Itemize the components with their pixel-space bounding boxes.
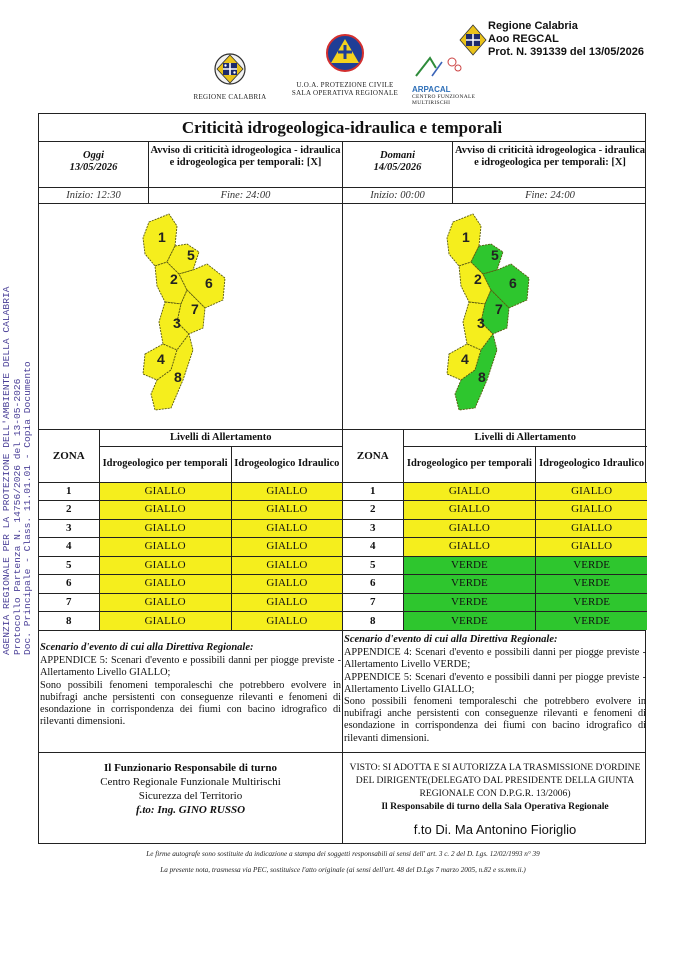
protocol-number: Prot. N. 391339 del 13/05/2026 (488, 46, 644, 58)
arpacal-brand: ARPACAL (412, 85, 451, 94)
tomorrow-map-panel (343, 204, 647, 429)
zone-row (343, 612, 647, 631)
zone-number: 1 (343, 482, 403, 501)
zone-row (39, 501, 342, 520)
regione-calabria-logo (190, 52, 270, 101)
level-temporali: GIALLO (403, 538, 536, 557)
tables-row (39, 430, 645, 631)
zone-row (39, 593, 342, 612)
map-zone-label: 6 (509, 275, 517, 291)
signature-line: VISTO: SI ADOTTA E SI AUTORIZZA LA TRASMISSIONE D'ORDINE (349, 762, 641, 773)
level-idraulico: GIALLO (231, 575, 342, 594)
tomorrow-end: Fine: 24:00 (525, 190, 575, 201)
level-temporali: GIALLO (403, 519, 536, 538)
protocol-line: Regione Calabria (488, 20, 578, 32)
level-idraulico: VERDE (536, 612, 647, 631)
level-idraulico: GIALLO (231, 482, 342, 501)
zone-row (39, 482, 342, 501)
level-temporali: VERDE (403, 556, 536, 575)
zone-number: 5 (343, 556, 403, 575)
tomorrow-table-body (343, 482, 647, 630)
scenario-heading: Scenario d'evento di cui alla Direttiva Regionale: (344, 634, 558, 645)
tomorrow-notice: Avviso di criticità idrogeologica - idraulica e idrogeologica per temporali: [X] (454, 145, 646, 168)
map-zone-label: 1 (158, 229, 166, 245)
zone-number: 6 (343, 575, 403, 594)
level-temporali: VERDE (403, 593, 536, 612)
zone-row (39, 575, 342, 594)
side-text-line: AGENZIA REGIONALE PER LA PROTEZIONE DELL'AMBIENTE DELLA CALABRIA (1, 286, 12, 655)
tomorrow-label: Domani (379, 150, 415, 161)
col2-header: Idrogeologico Idraulico (231, 446, 342, 482)
level-temporali: GIALLO (403, 482, 536, 501)
maps-row (39, 204, 645, 430)
level-idraulico: VERDE (536, 556, 647, 575)
signature-name: f.to: Ing. GINO RUSSO (135, 804, 246, 816)
level-temporali: GIALLO (403, 501, 536, 520)
map-zone-label: 5 (491, 247, 499, 263)
today-map-panel (39, 204, 343, 429)
level-idraulico: GIALLO (231, 538, 342, 557)
footer-note: La presente nota, trasmessa via PEC, sostituisce l'atto originale (ai sensi dell'art. 48 del D.Lgs 7 marzo 2005, n.82 e ss.mm.ii.) (160, 866, 526, 874)
signature-line: Centro Regionale Funzionale Multirischi (100, 776, 281, 788)
arpacal-emblem-icon (412, 52, 462, 80)
zone-number: 8 (343, 612, 403, 631)
zone-row (39, 538, 342, 557)
zone-number: 2 (343, 501, 403, 520)
signature-line: REGIONALE CON D.P.G.R. 13/2006) (419, 788, 571, 799)
today-scenario (39, 631, 343, 752)
bulletin-title: Criticità idrogeologica-idraulica e temporali (39, 114, 645, 142)
logo-caption: U.O.A. PROTEZIONE CIVILE (296, 81, 394, 89)
zone-number: 4 (39, 538, 99, 557)
today-zone-map (39, 204, 343, 430)
level-idraulico: VERDE (536, 593, 647, 612)
levels-header: Livelli di Allertamento (99, 430, 342, 446)
map-zone-label: 2 (474, 271, 482, 287)
protocol-stamp (488, 20, 644, 59)
tomorrow-alert-table (343, 430, 647, 630)
map-zone-label: 5 (187, 247, 195, 263)
today-table-panel (39, 430, 343, 630)
level-idraulico: GIALLO (231, 519, 342, 538)
zone-row (39, 556, 342, 575)
signature-line: Sicurezza del Territorio (138, 790, 243, 802)
level-idraulico: GIALLO (536, 519, 647, 538)
level-idraulico: GIALLO (231, 612, 342, 631)
map-zone-label: 4 (157, 351, 165, 367)
today-alert-table (39, 430, 342, 630)
zona-header: ZONA (39, 430, 99, 482)
zona-header: ZONA (343, 430, 403, 482)
zone-number: 8 (39, 612, 99, 631)
date-info-row (39, 142, 645, 188)
logo-caption: SALA OPERATIVA REGIONALE (291, 89, 399, 97)
signature-role: Il Funzionario Responsabile di turno (104, 762, 277, 774)
level-idraulico: GIALLO (536, 482, 647, 501)
region-outline (143, 214, 225, 410)
scenario-paragraph: APPENDICE 5: Scenari d'evento e possibili danni per piogge previste - Allertamento Livello GIALLO; (344, 671, 646, 695)
scenario-row (39, 631, 645, 753)
zone-number: 5 (39, 556, 99, 575)
map-zone-label: 1 (462, 229, 470, 245)
scenario-paragraph: APPENDICE 5: Scenari d'evento e possibili danni per piogge previste - Allertamento Livello GIALLO; (40, 655, 341, 679)
level-temporali: GIALLO (99, 593, 231, 612)
zone-number: 7 (343, 593, 403, 612)
map-zone-label: 4 (461, 351, 469, 367)
today-start: Inizio: 12:30 (39, 188, 149, 203)
today-date-cell (39, 142, 149, 187)
map-zone-label: 8 (478, 369, 486, 385)
right-signature (343, 753, 647, 843)
side-protocol-text (1, 286, 34, 655)
today-date: 13/05/2026 (69, 162, 118, 173)
map-zone-label: 7 (191, 301, 199, 317)
today-end: Fine: 24:00 (149, 188, 343, 203)
map-zone-label: 6 (205, 275, 213, 291)
col1-header: Idrogeologico per temporali (403, 446, 536, 482)
level-idraulico: GIALLO (536, 501, 647, 520)
map-zone-label: 3 (477, 315, 485, 331)
regione-calabria-emblem-icon (213, 52, 247, 86)
levels-header: Livelli di Allertamento (403, 430, 647, 446)
zone-number: 7 (39, 593, 99, 612)
tomorrow-start: Inizio: 00:00 (343, 188, 453, 203)
col1-header: Idrogeologico per temporali (99, 446, 231, 482)
signature-row (39, 753, 645, 843)
signature-role: Il Responsabile di turno della Sala Operativa Regionale (381, 801, 609, 812)
level-idraulico: GIALLO (231, 501, 342, 520)
zone-row (343, 556, 647, 575)
side-text-line: Doc. Principale - Class. 11.01.01 - Copia Documento (22, 361, 33, 655)
logo-caption: REGIONE CALABRIA (193, 93, 267, 101)
tomorrow-zone-map (343, 204, 647, 430)
col2-header: Idrogeologico Idraulico (536, 446, 647, 482)
level-temporali: VERDE (403, 575, 536, 594)
level-idraulico: VERDE (536, 575, 647, 594)
level-temporali: GIALLO (99, 538, 231, 557)
scenario-heading: Scenario d'evento di cui alla Direttiva Regionale: (40, 642, 254, 653)
arpacal-logo (412, 52, 502, 106)
today-label: Oggi (83, 150, 104, 161)
zone-row (343, 519, 647, 538)
map-zone-label: 3 (173, 315, 181, 331)
footer-note: Le firme autografe sono sostituite da indicazione a stampa dei soggetti responsabili ai sensi dell' art. 3 c. 2 del D. Lgs. 12/02/1993 n° 39 (146, 850, 540, 858)
tomorrow-date-cell (343, 142, 453, 187)
map-zone-label: 8 (174, 369, 182, 385)
zone-number: 4 (343, 538, 403, 557)
zone-row (39, 519, 342, 538)
zone-number: 6 (39, 575, 99, 594)
map-zone-label: 2 (170, 271, 178, 287)
map-zone-label: 7 (495, 301, 503, 317)
region-outline (447, 214, 529, 410)
logo-caption: CENTRO FUNZIONALE MULTIRISCHI (412, 94, 476, 106)
today-notice: Avviso di criticità idrogeologica - idraulica e idrogeologica per temporali: [X] (149, 142, 343, 187)
today-table-body (39, 482, 342, 630)
scenario-paragraph: Sono possibili fenomeni temporaleschi che potrebbero evolvere in nubifragi anche persistenti con conseguenze rilevanti e fenomeni di esondazione in corrispondenza dei fiumi con bacino idrografico di rilevanti dimensioni. (344, 696, 646, 744)
level-temporali: GIALLO (99, 556, 231, 575)
protocol-line: Aoo REGCAL (488, 33, 559, 45)
scenario-paragraph: APPENDICE 4: Scenari d'evento e possibili danni per piogge previste - Allertamento Livello VERDE; (344, 647, 646, 671)
tomorrow-date: 14/05/2026 (373, 162, 422, 173)
level-idraulico: GIALLO (536, 538, 647, 557)
protezione-civile-emblem-icon (323, 33, 367, 73)
level-temporali: GIALLO (99, 482, 231, 501)
zone-row (343, 482, 647, 501)
zone-row (343, 575, 647, 594)
zone-number: 3 (343, 519, 403, 538)
zone-row (39, 612, 342, 631)
zone-row (343, 538, 647, 557)
level-temporali: GIALLO (99, 501, 231, 520)
level-temporali: GIALLO (99, 612, 231, 631)
zone-number: 1 (39, 482, 99, 501)
alert-bulletin (38, 113, 646, 844)
regione-calabria-small-emblem-icon (458, 24, 488, 56)
scenario-paragraph: Sono possibili fenomeni temporaleschi che potrebbero evolvere in nubifragi anche persistenti con conseguenze rilevanti e fenomeni di esondazione in corrispondenza dei fiumi con bacino idrografico di rilevanti dimensioni. (40, 679, 341, 728)
left-signature (39, 753, 343, 843)
level-temporali: GIALLO (99, 575, 231, 594)
level-temporali: VERDE (403, 612, 536, 631)
level-temporali: GIALLO (99, 519, 231, 538)
tomorrow-table-panel (343, 430, 647, 630)
tomorrow-scenario (343, 631, 647, 752)
zone-row (343, 593, 647, 612)
level-idraulico: GIALLO (231, 593, 342, 612)
level-idraulico: GIALLO (231, 556, 342, 575)
protezione-civile-logo (290, 33, 400, 97)
zone-number: 2 (39, 501, 99, 520)
time-row (39, 188, 645, 204)
signature-line: DEL DIRIGENTE(DELEGATO DAL PRESIDENTE DELLA GIUNTA (355, 775, 635, 786)
signature-name: f.to Di. Ma Antonino Fioriglio (413, 822, 577, 837)
side-text-line: Protocollo Partenza N. 14756/2026 del 13-05-2026 (11, 378, 23, 655)
protocol-emblem (458, 24, 488, 61)
zone-number: 3 (39, 519, 99, 538)
zone-row (343, 501, 647, 520)
